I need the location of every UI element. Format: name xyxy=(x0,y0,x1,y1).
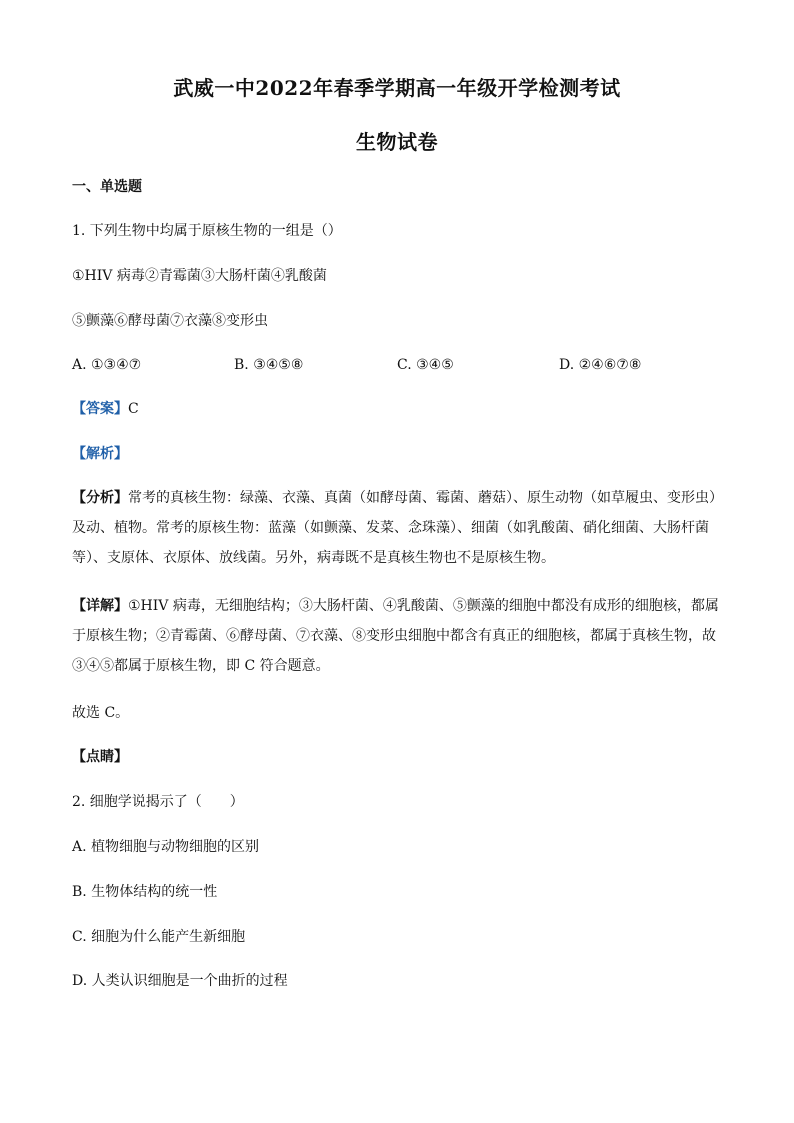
exam-title: 武威一中2022年春季学期高一年级开学检测考试 xyxy=(173,76,621,100)
fenxi-text: 常考的真核生物：绿藻、衣藻、真菌（如酵母菌、霉菌、蘑菇）、原生动物（如草履虫、变形虫）及动、植物。常考的原核生物：蓝藻（如颤藻、发菜、念珠藻）、细菌（如乳酸菌、硝化细菌、大肠杆菌等）、支原体、衣原体、放线菌。另外，病毒既不是真核生物也不是原核生物。 xyxy=(72,490,723,566)
q1-option-b: B. ③④⑤⑧ xyxy=(234,357,304,373)
q1-options xyxy=(72,356,722,374)
q1-option-a: A. ①③④⑦ xyxy=(72,357,142,373)
q1-option-c: C. ③④⑤ xyxy=(397,357,454,373)
q1-dianjing xyxy=(72,748,722,766)
answer-label: 【答案】 xyxy=(72,401,128,417)
section-heading: 一、单选题 xyxy=(72,179,142,195)
q1-item-line-1: ①HIV 病毒②青霉菌③大肠杆菌④乳酸菌 xyxy=(72,268,327,284)
answer-value: C xyxy=(128,401,139,417)
xiangjie-text: ①HIV 病毒，无细胞结构；③大肠杆菌、④乳酸菌、⑤颤藻的细胞中都没有成形的细胞核，都属于原核生物；②青霉菌、⑥酵母菌、⑦衣藻、⑧变形虫细胞中都含有真正的细胞核，都属于真核生物，故③④⑤都属于原核生物，即 C 符合题意。 xyxy=(72,598,719,674)
q1-item-line-2: ⑤颤藻⑥酵母菌⑦衣藻⑧变形虫 xyxy=(72,313,268,329)
exam-subtitle: 生物试卷 xyxy=(356,130,438,154)
q2-option-c: C. 细胞为什么能产生新细胞 xyxy=(72,929,246,945)
q1-conclusion: 故选 C。 xyxy=(72,705,130,721)
q1-stem: 1. 下列生物中均属于原核生物的一组是（） xyxy=(72,223,342,239)
q2-option-d: D. 人类认识细胞是一个曲折的过程 xyxy=(72,973,288,989)
q2-option-b: B. 生物体结构的统一性 xyxy=(72,884,218,900)
q1-analysis-heading xyxy=(72,445,722,463)
q2-stem: 2. 细胞学说揭示了（ ） xyxy=(72,794,244,810)
analysis-label: 【解析】 xyxy=(72,446,128,462)
q2-option-a: A. 植物细胞与动物细胞的区别 xyxy=(72,839,260,855)
dianjing-label: 【点睛】 xyxy=(72,749,128,765)
q1-xiangjie-paragraph xyxy=(72,591,726,681)
q1-option-d: D. ②④⑥⑦⑧ xyxy=(559,357,642,373)
fenxi-label: 【分析】 xyxy=(72,490,128,506)
xiangjie-label: 【详解】 xyxy=(72,598,128,614)
q1-answer xyxy=(72,400,722,418)
q1-fenxi-paragraph xyxy=(72,483,726,573)
